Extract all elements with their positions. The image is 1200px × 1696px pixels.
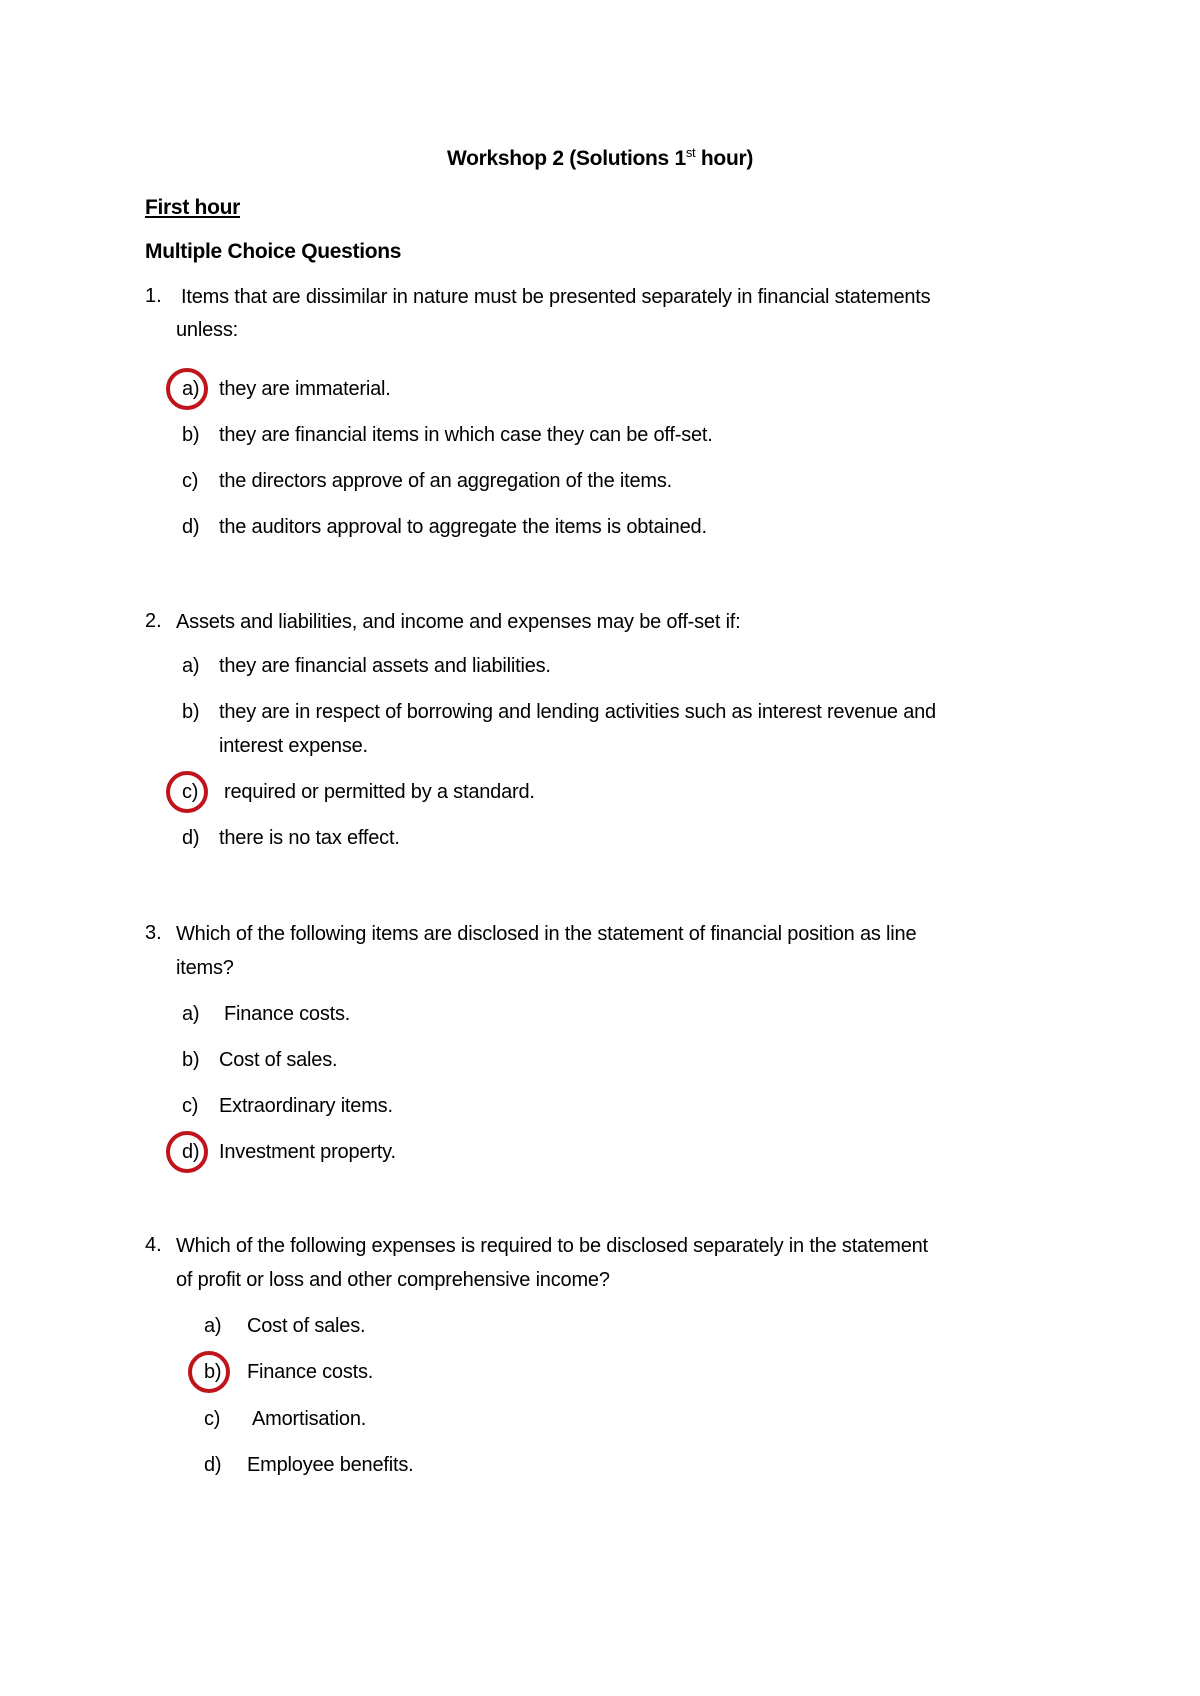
question-number: 2. [145,610,162,632]
page-title: Workshop 2 (Solutions 1st hour) [446,145,754,170]
option-letter: b) [182,424,200,446]
option-letter: a) [204,1315,222,1337]
option-text: the auditors approval to aggregate the items is obtained. [219,516,707,538]
option-text: required or permitted by a standard. [224,781,535,803]
option-letter: c) [182,781,199,803]
option-letter: a) [182,655,200,677]
option-text: Cost of sales. [247,1315,366,1337]
option-text: Employee benefits. [247,1454,414,1476]
option-text: they are financial assets and liabilities. [219,655,551,677]
option-text: Cost of sales. [219,1049,338,1071]
option-text: they are immaterial. [219,378,391,400]
option-letter: a) [182,1003,200,1025]
option-letter: b) [182,701,200,723]
option-letter: a) [182,378,200,400]
option-letter: c) [182,1095,199,1117]
question-text: Which of the following items are disclosed in the statement of financial position as line [176,923,917,945]
option-text: they are financial items in which case they can be off-set. [219,424,713,446]
option-letter: c) [204,1408,221,1430]
question-text: Items that are dissimilar in nature must be presented separately in financial statements [181,286,931,308]
question-text: Assets and liabilities, and income and expenses may be off-set if: [176,611,741,633]
option-letter: d) [204,1454,222,1476]
section-heading: First hour [145,196,240,219]
option-letter: d) [182,516,200,538]
question-number: 3. [145,922,162,944]
option-letter: b) [204,1361,222,1383]
option-text: Extraordinary items. [219,1095,393,1117]
option-letter: d) [182,827,200,849]
question-number: 1. [145,285,162,307]
option-text: they are in respect of borrowing and lending activities such as interest revenue and [219,701,936,723]
option-text: Finance costs. [224,1003,351,1025]
option-text: the directors approve of an aggregation of the items. [219,470,673,492]
question-text: of profit or loss and other comprehensive income? [176,1269,610,1291]
option-text: Finance costs. [247,1361,374,1383]
question-text: unless: [176,319,238,341]
option-text: there is no tax effect. [219,827,400,849]
question-text: Which of the following expenses is required to be disclosed separately in the statement [176,1235,928,1257]
question-number: 4. [145,1234,162,1256]
option-letter: b) [182,1049,200,1071]
option-text: interest expense. [219,735,368,757]
subsection-heading: Multiple Choice Questions [145,240,402,263]
option-letter: d) [182,1141,200,1163]
question-text: items? [176,957,234,979]
option-text: Investment property. [219,1141,396,1163]
option-letter: c) [182,470,199,492]
option-text: Amortisation. [252,1408,367,1430]
